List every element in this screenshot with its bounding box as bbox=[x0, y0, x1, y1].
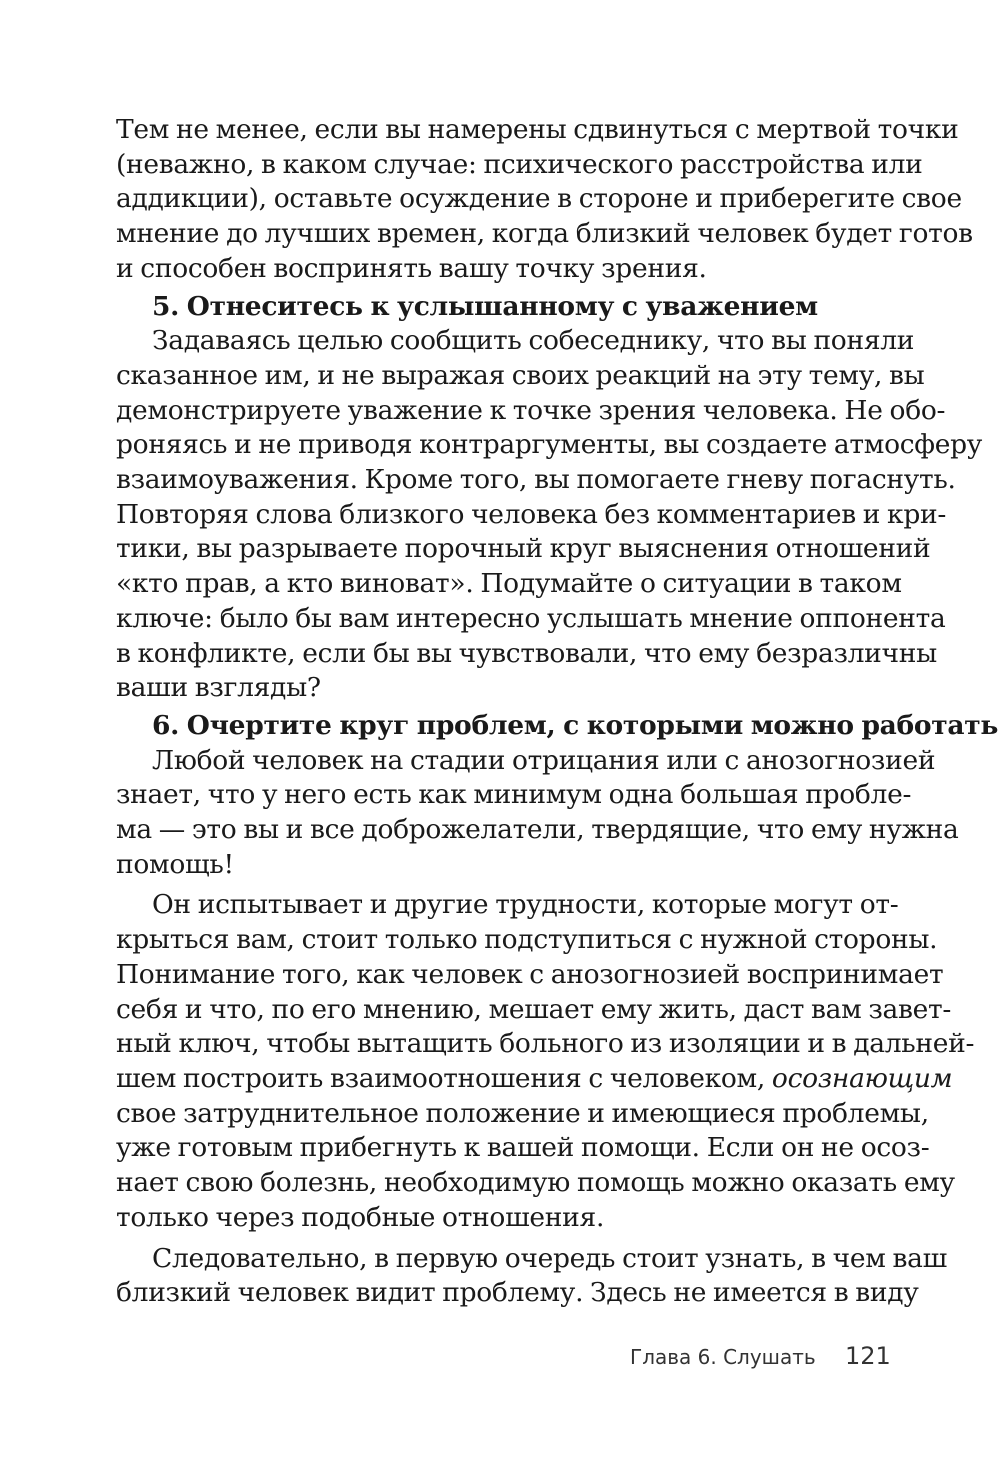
text-line: тики, вы разрываете порочный круг выяснения отношений bbox=[116, 533, 931, 565]
text-line: Тем не менее, если вы намерены сдвинуться с мертвой точки bbox=[116, 114, 959, 145]
italic-emphasis: осознающим bbox=[771, 1062, 953, 1094]
text-line: себя и что, по его мнению, мешает ему жить, даст вам завет- bbox=[116, 993, 952, 1025]
text-line: (неважно, в каком случае: психического расстройства или bbox=[116, 148, 923, 180]
paragraph-4 bbox=[116, 888, 975, 1235]
section-heading-5: 5. Отнеситесь к услышанному с уважением bbox=[152, 290, 818, 322]
text-line: Любой человек на стадии отрицания или с анозогнозией bbox=[152, 744, 936, 776]
paragraph-5 bbox=[116, 1242, 947, 1311]
text-line: роняясь и не приводя контраргументы, вы создаете атмосферу bbox=[116, 429, 983, 461]
text-line: помощь! bbox=[116, 848, 234, 880]
text-line: Он испытывает и другие трудности, которые могут от- bbox=[152, 889, 899, 921]
section-heading-6: 6. Очертите круг проблем, с которыми можно работать bbox=[152, 709, 999, 741]
text-line: аддикции), оставьте осуждение в стороне и приберегите свое bbox=[116, 183, 962, 215]
text-line bbox=[116, 1062, 953, 1097]
running-head: Глава 6. Слушать bbox=[630, 1345, 816, 1369]
text-line: Следовательно, в первую очередь стоит узнать, в чем ваш bbox=[152, 1242, 947, 1274]
text-line: Задаваясь целью сообщить собеседнику, что вы поняли bbox=[152, 325, 915, 357]
text-line: крыться вам, стоит только подступиться с нужной стороны. bbox=[116, 924, 938, 956]
text-line: ключе: было бы вам интересно услышать мнение оппонента bbox=[116, 602, 946, 634]
body-text bbox=[116, 113, 999, 1311]
text-line: ма — это вы и все доброжелатели, твердящие, что ему нужна bbox=[116, 814, 959, 846]
paragraph-3 bbox=[116, 744, 959, 883]
text-line: ный ключ, чтобы вытащить больного из изоляции и в дальней- bbox=[116, 1028, 975, 1060]
text-line: демонстрируете уважение к точке зрения человека. Не обо- bbox=[116, 394, 946, 426]
text-line: Повторяя слова близкого человека без комментариев и кри- bbox=[116, 498, 946, 530]
text-line: уже готовым прибегнуть к вашей помощи. Если он не осоз- bbox=[116, 1132, 930, 1164]
paragraph-2 bbox=[116, 324, 983, 706]
text-line: Понимание того, как человек с анозогнозией воспринимает bbox=[116, 958, 944, 990]
page-number: 121 bbox=[845, 1342, 891, 1370]
text-line: нает свою болезнь, необходимую помощь можно оказать ему bbox=[116, 1167, 955, 1199]
text-line: и способен воспринять вашу точку зрения. bbox=[116, 252, 707, 284]
text-line: ваши взгляды? bbox=[116, 672, 321, 704]
text-line: сказанное им, и не выражая своих реакций на эту тему, вы bbox=[116, 359, 925, 391]
text-line: «кто прав, а кто виноват». Подумайте о ситуации в таком bbox=[116, 568, 902, 600]
text-line: в конфликте, если бы вы чувствовали, что ему безразличны bbox=[116, 637, 937, 669]
paragraph-1 bbox=[116, 113, 973, 287]
text-span: шем построить взаимоотношения с человеком, bbox=[116, 1062, 772, 1094]
text-line: близкий человек видит проблему. Здесь не имеется в виду bbox=[116, 1277, 919, 1309]
text-line: мнение до лучших времен, когда близкий человек будет готов bbox=[116, 218, 973, 250]
text-line: знает, что у него есть как минимум одна большая пробле- bbox=[116, 779, 912, 811]
text-line: взаимоуважения. Кроме того, вы помогаете гневу погаснуть. bbox=[116, 464, 956, 496]
text-line: свое затруднительное положение и имеющиеся проблемы, bbox=[116, 1097, 929, 1129]
text-line: только через подобные отношения. bbox=[116, 1201, 605, 1233]
